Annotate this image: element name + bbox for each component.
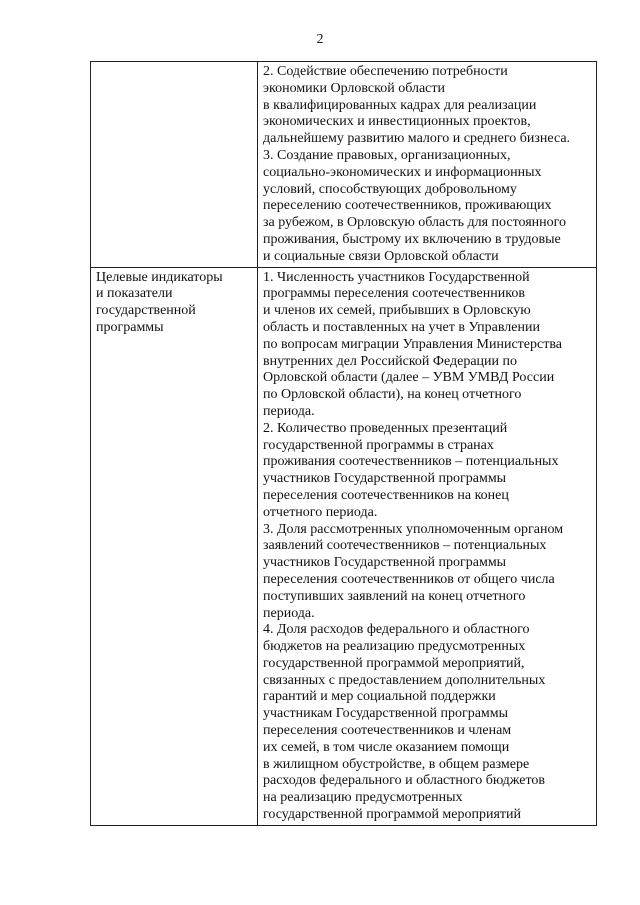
text-line: экономики Орловской области [263,80,446,96]
table-row-indicators [91,267,597,825]
text-line: государственной программы в странах [263,437,494,453]
text-line: отчетного периода. [263,504,378,520]
text-line: социально-экономических и информационных [263,164,542,180]
text-line: дальнейшему развитию малого и среднего бизнеса. [263,131,571,147]
text-line: проживания, быстрому их включению в трудовые [263,231,561,247]
text-line: заявлений соотечественников – потенциальных [263,538,547,554]
program-passport-table [90,61,597,826]
text-line: в жилищном обустройстве, в общем размере [263,756,530,772]
text-line: на реализацию предусмотренных [263,790,463,806]
text-line: 2. Содействие обеспечению потребности [263,64,508,79]
text-line: участникам Государственной программы [263,706,509,722]
text-line: область и поставленных на учет в Управлении [263,319,540,335]
row-content-text [263,270,591,824]
text-line: 2. Количество проведенных презентаций [263,420,508,436]
text-line: периода. [263,605,315,621]
text-line: государственной программой мероприятий, [263,655,525,671]
row-label-cell [91,267,258,825]
text-line: связанных с предоставлением дополнительных [263,672,546,688]
row-content-cell [258,62,597,268]
text-line: программы [96,319,164,335]
text-line: и социальные связи Орловской области [263,248,499,264]
text-line: бюджетов на реализацию предусмотренных [263,639,526,655]
row-content-text [263,64,591,266]
text-line: за рубежом, в Орловскую область для постоянного [263,215,567,231]
text-line: переселения соотечественников от общего числа [263,571,555,587]
text-line: 3. Создание правовых, организационных, [263,147,511,163]
text-line: 3. Доля рассмотренных уполномоченным органом [263,521,564,537]
text-line: их семей, в том числе оказанием помощи [263,739,510,755]
text-line: Целевые индикаторы [96,269,223,285]
text-line: государственной программой мероприятий [263,807,522,823]
text-line: и членов их семей, прибывших в Орловскую [263,303,531,319]
text-line: Орловской области (далее – УВМ УМВД России [263,370,555,386]
table-row-goals [91,62,597,268]
text-line: расходов федерального и областного бюджетов [263,773,545,789]
text-line: гарантий и мер социальной поддержки [263,689,496,705]
text-line: и показатели [96,286,173,302]
text-line: проживания соотечественников – потенциальных [263,454,559,470]
text-line: 1. Численность участников Государственной [263,269,530,285]
row-label-cell [91,62,258,268]
row-label-text [96,270,252,337]
text-line: участников Государственной программы [263,555,507,571]
row-content-cell [258,267,597,825]
text-line: условий, способствующих добровольному [263,181,517,197]
text-line: переселения соотечественников на конец [263,487,509,503]
text-line: переселению соотечественников, проживающих [263,198,552,214]
text-line: государственной [96,303,196,319]
text-line: в квалифицированных кадрах для реализации [263,97,537,113]
text-line: периода. [263,403,315,419]
text-line: 4. Доля расходов федерального и областного [263,622,530,638]
text-line: программы переселения соотечественников [263,286,525,302]
text-line: экономических и инвестиционных проектов, [263,114,531,130]
text-line: участников Государственной программы [263,471,507,487]
text-line: поступивших заявлений на конец отчетного [263,588,526,604]
text-line: внутренних дел Российской Федерации по [263,353,518,369]
text-line: по вопросам миграции Управления Министерства [263,336,562,352]
page-number: 2 [316,32,324,47]
text-line: переселения соотечественников и членам [263,723,512,739]
text-line: по Орловской области), на конец отчетного [263,387,522,403]
